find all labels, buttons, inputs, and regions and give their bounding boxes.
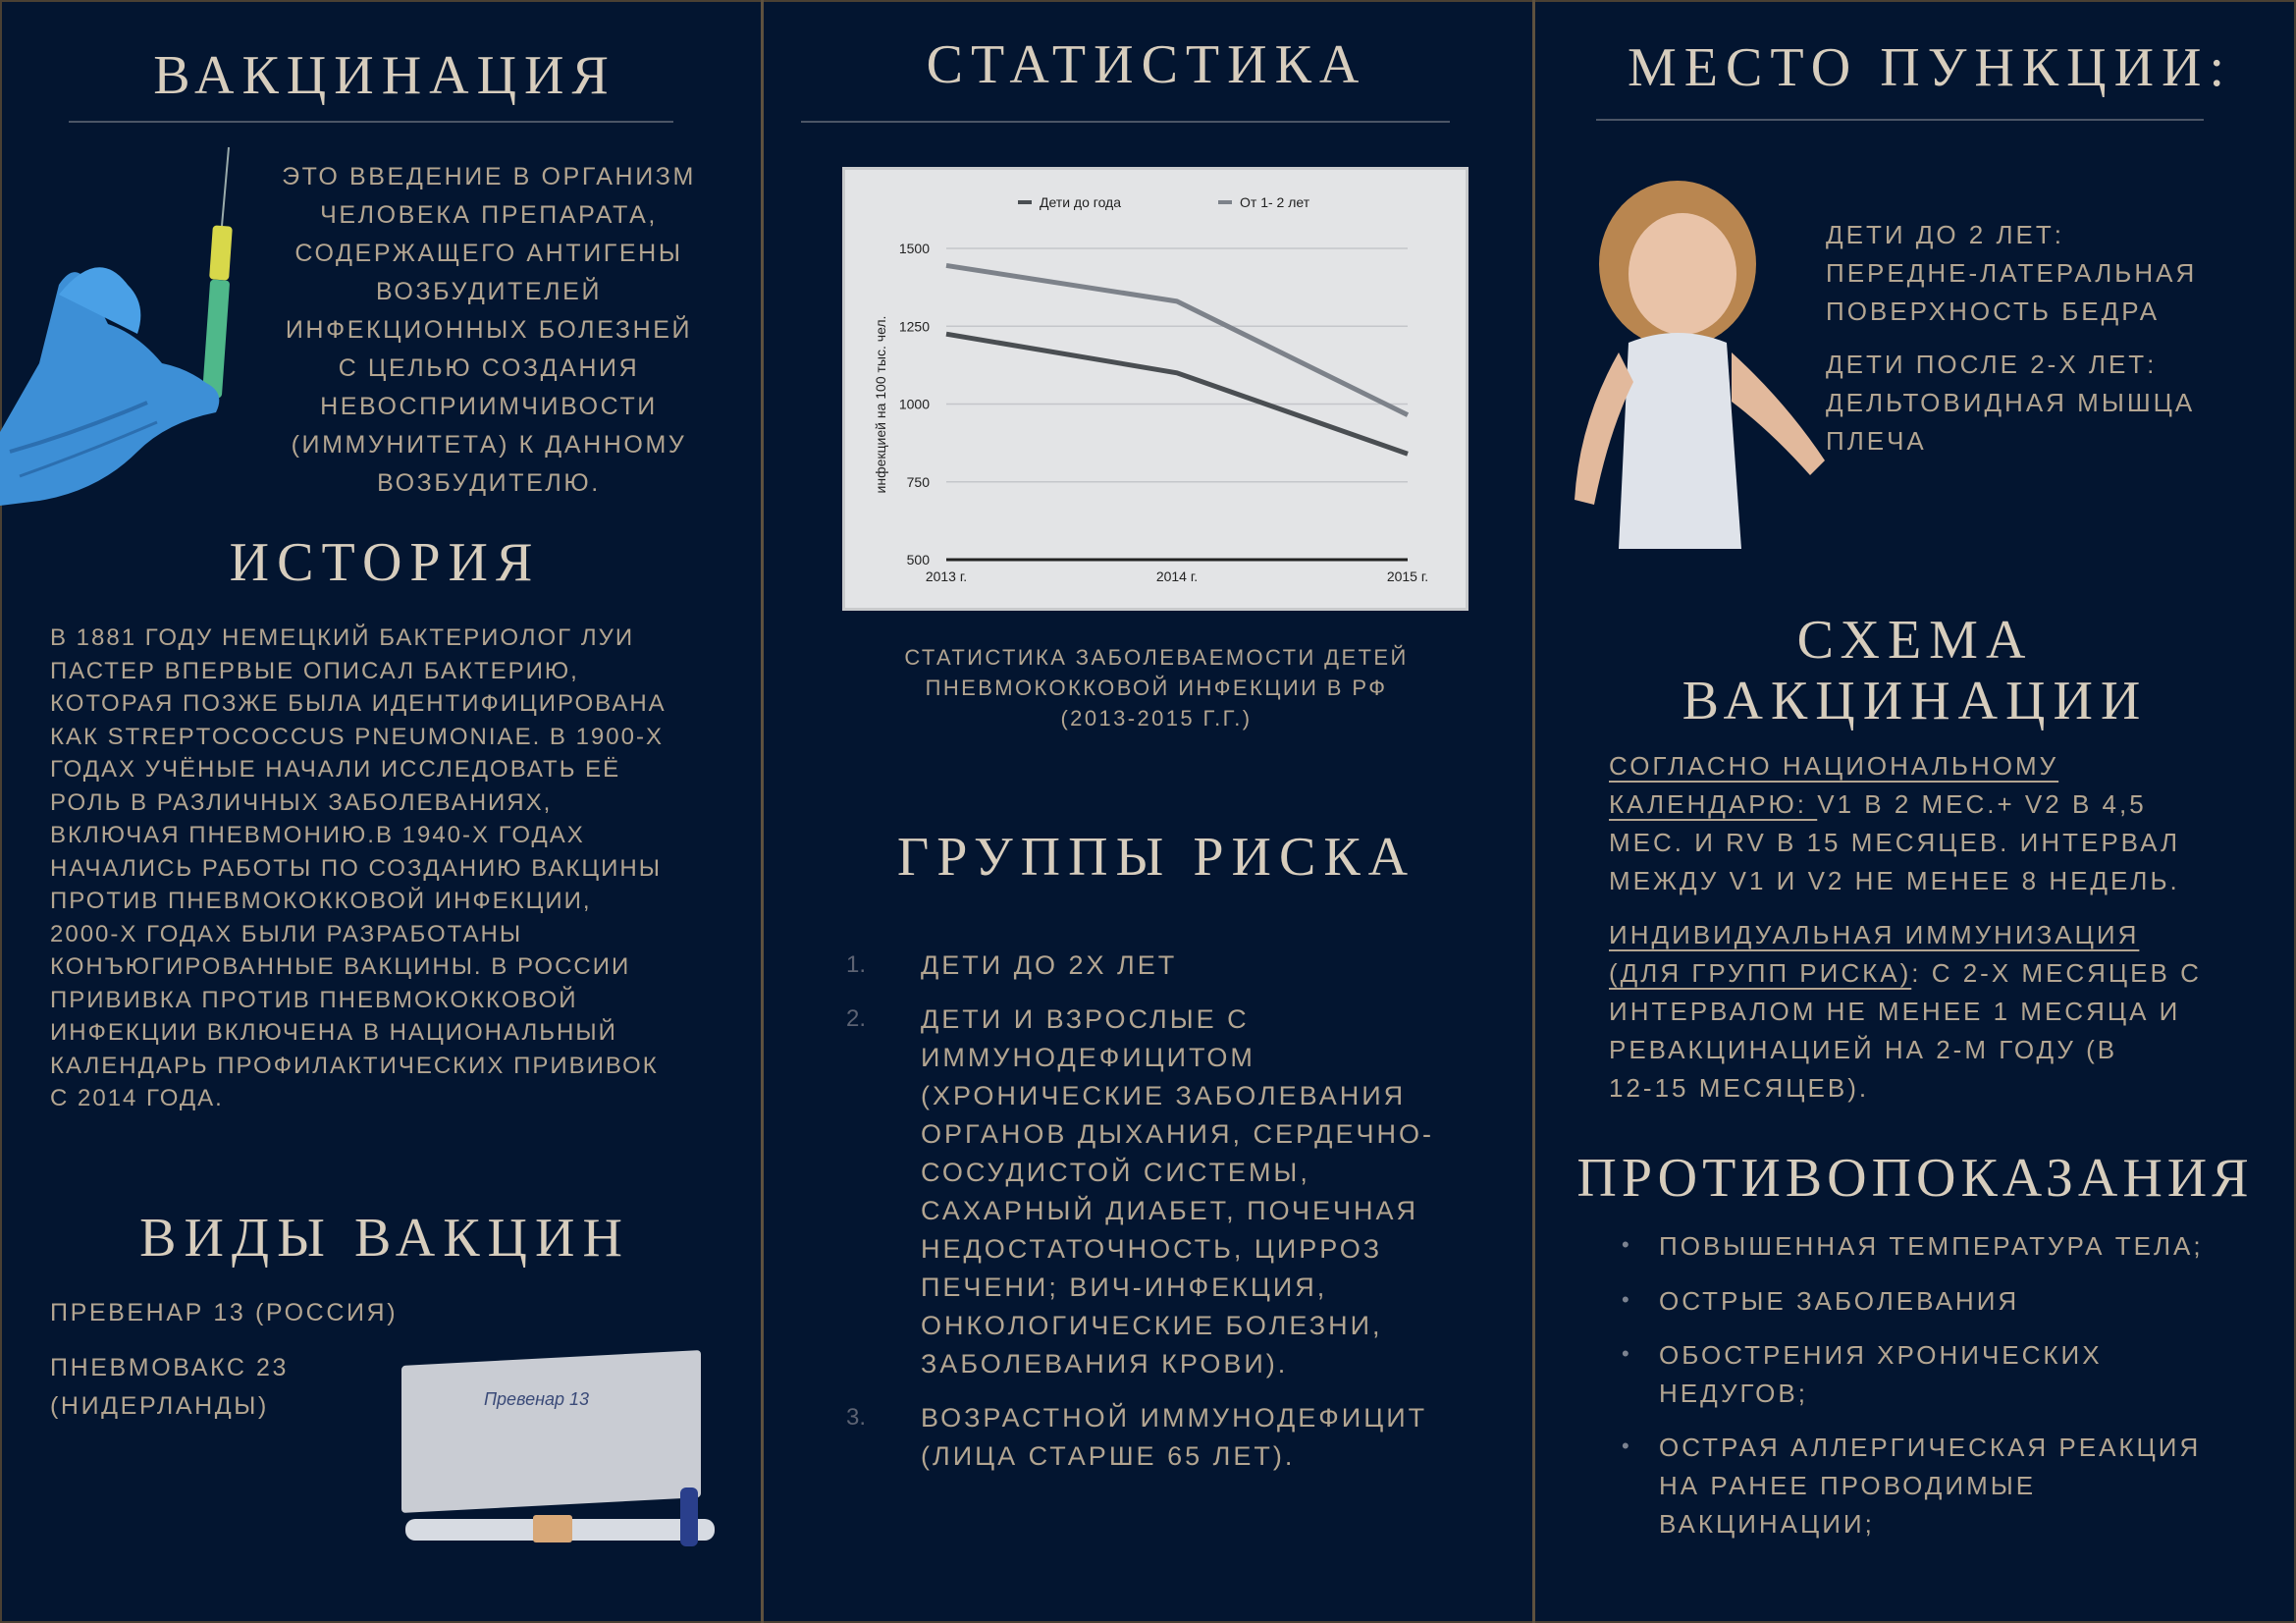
x-tick-label: 2015 г. (1386, 568, 1429, 584)
y-tick-label: 1250 (898, 318, 930, 335)
list-number: 1. (846, 951, 867, 978)
risk-group-text: ДЕТИ И ВЗРОСЛЫЕ С ИММУНОДЕФИЦИТОМ (ХРОНИЧЕСКИЕ ЗАБОЛЕВАНИЯ ОРГАНОВ ДЫХАНИЯ, СЕРДЕЧНО- СОСУДИСТОЙ СИСТЕМЫ, САХАРНЫЙ ДИАБЕТ, ПОЧЕЧНАЯ НЕДОСТАТОЧНОСТЬ, ЦИРРОЗ ПЕЧЕНИ; ВИЧ-ИНФЕКЦИЯ, ОНКОЛОГИЧЕСКИЕ БОЛЕЗНИ, ЗАБОЛЕВАНИЯ КРОВИ). (921, 1004, 1434, 1379)
title-rule (1596, 119, 2204, 121)
y-axis-label: инфекцией на 100 тыс. чел. (873, 315, 888, 494)
bullet-icon: • (1622, 1434, 1629, 1458)
injection-site-title: МЕСТО ПУНКЦИИ: (1627, 37, 2233, 99)
bullet-icon: • (1622, 1232, 1629, 1257)
individual-immunization-text: ИНТЕРВАЛОМ НЕ МЕНЕЕ 1 МЕСЯЦА И РЕВАКЦИНАЦИЕЙ НА 2-М ГОДУ (В 12-15 МЕСЯЦЕВ). (1609, 997, 2181, 1103)
child-image (1560, 176, 1840, 554)
y-tick-label: 500 (906, 552, 930, 568)
scheme-national (1609, 747, 2180, 900)
legend-label: От 1- 2 лет (1240, 194, 1310, 210)
bullet-icon: • (1622, 1287, 1629, 1312)
x-tick-label: 2014 г. (1155, 568, 1199, 584)
y-tick-label: 750 (906, 473, 930, 490)
history-text: В 1881 ГОДУ НЕМЕЦКИЙ БАКТЕРИОЛОГ ЛУИ ПАСТЕР ВПЕРВЫЕ ОПИСАЛ БАКТЕРИЮ, КОТОРАЯ ПОЗЖЕ БЫЛА ИДЕНТИФИЦИРОВАНА КАК STREPTOCOCCUS PNEUMONIAE. В 1900-Х ГОДАХ УЧЁНЫЕ НАЧАЛИ ИССЛЕДОВАТЬ ЕЁ РОЛЬ В РАЗЛИЧНЫХ ЗАБОЛЕВАНИЯХ, ВКЛЮЧАЯ ПНЕВМОНИЮ.В 1940-Х ГОДАХ НАЧАЛИСЬ РАБОТЫ ПО СОЗДАНИЮ ВАКЦИНЫ ПРОТИВ ПНЕВМОКОККОВОЙ ИНФЕКЦИИ, 2000-Х ГОДАХ БЫЛИ РАЗРАБОТАНЫ КОНЪЮГИРОВАННЫЕ ВАКЦИНЫ. В РОССИИ ПРИВИВКА ПРОТИВ ПНЕВМОКОККОВОЙ ИНФЕКЦИИ ВКЛЮЧЕНА В НАЦИОНАЛЬНЫЙ КАЛЕНДАРЬ ПРОФИЛАКТИЧЕСКИХ ПРИВИВОК С 2014 ГОДА. (50, 624, 667, 1111)
contraindications-title: ПРОТИВОПОКАЗАНИЯ (1576, 1148, 2254, 1210)
legend-label: Дети до года (1040, 194, 1122, 210)
list-number: 3. (846, 1404, 867, 1431)
series-line-2 (946, 265, 1408, 414)
vaccination-title: ВАКЦИНАЦИЯ (153, 45, 616, 107)
scheme-title: СХЕМА ВАКЦИНАЦИИ (1682, 610, 2149, 731)
history-title: ИСТОРИЯ (229, 532, 541, 594)
vaccine-item: ПРЕВЕНАР 13 (РОССИЯ) (50, 1299, 399, 1326)
bullet-icon: • (1622, 1341, 1629, 1366)
scheme-individual (1609, 916, 2202, 1108)
x-tick-label: 2013 г. (925, 568, 968, 584)
contraindication-text: ОСТРАЯ АЛЛЕРГИЧЕСКАЯ РЕАКЦИЯ НА РАНЕЕ ПРОВОДИМЫЕ ВАКЦИНАЦИИ; (1659, 1433, 2202, 1539)
statistics-title: СТАТИСТИКА (926, 34, 1367, 96)
risk-groups-title: ГРУППЫ РИСКА (896, 827, 1416, 889)
vaccination-definition: ЭТО ВВЕДЕНИЕ В ОРГАНИЗМ ЧЕЛОВЕКА ПРЕПАРАТА, СОДЕРЖАЩЕГО АНТИГЕНЫ ВОЗБУДИТЕЛЕЙ ИНФЕКЦИОННЫХ БОЛЕЗНЕЙ С ЦЕЛЬЮ СОЗДАНИЯ НЕВОСПРИИМЧИВОСТИ (ИММУНИТЕТА) К ДАННОМУ ВОЗБУДИТЕЛЮ. (282, 163, 696, 497)
site-over-2: ДЕТИ ПОСЛЕ 2-Х ЛЕТ: ДЕЛЬТОВИДНАЯ МЫШЦА ПЛЕЧА (1826, 350, 2196, 456)
national-calendar-text: МЕС. И RV В 15 МЕСЯЦЕВ. ИНТЕРВАЛ МЕЖДУ V1 И V2 НЕ МЕНЕЕ 8 НЕДЕЛЬ. (1609, 828, 2181, 895)
vaccine-item: ПНЕВМОВАКС 23 (НИДЕРЛАНДЫ) (50, 1354, 290, 1420)
vaccine-types-title: ВИДЫ ВАКЦИН (139, 1208, 630, 1270)
risk-group-text: ВОЗРАСТНОЙ ИММУНОДЕФИЦИТ (ЛИЦА СТАРШЕ 65 ЛЕТ). (921, 1403, 1428, 1471)
series-line-1 (946, 334, 1408, 454)
contraindication-text: ОБОСТРЕНИЯ ХРОНИЧЕСКИХ НЕДУГОВ; (1659, 1340, 2103, 1408)
national-calendar-label: СОГЛАСНО НАЦИОНАЛЬНОМУ (1609, 751, 2059, 781)
chart-caption: СТАТИСТИКА ЗАБОЛЕВАЕМОСТИ ДЕТЕЙ ПНЕВМОКОККОВОЙ ИНФЕКЦИИ В РФ (2013-2015 Г.Г.) (904, 645, 1409, 730)
site-under-2: ДЕТИ ДО 2 ЛЕТ: ПЕРЕДНЕ-ЛАТЕРАЛЬНАЯ ПОВЕРХНОСТЬ БЕДРА (1826, 220, 2198, 326)
risk-group-text: ДЕТИ ДО 2Х ЛЕТ (921, 950, 1178, 980)
contraindication-text: ПОВЫШЕННАЯ ТЕМПЕРАТУРА ТЕЛА; (1659, 1231, 2204, 1261)
individual-immunization-label: ИНДИВИДУАЛЬНАЯ ИММУНИЗАЦИЯ (1609, 920, 2140, 949)
y-tick-label: 1500 (898, 241, 930, 256)
national-calendar-text: V1 В 2 МЕС.+ V2 В 4,5 (1817, 789, 2147, 819)
list-number: 2. (846, 1005, 867, 1032)
package-brand: Превенар 13 (484, 1389, 590, 1409)
contraindication-text: ОСТРЫЕ ЗАБОЛЕВАНИЯ (1659, 1286, 2020, 1316)
individual-immunization-text: : С 2-Х МЕСЯЦЕВ С (1911, 958, 2202, 988)
y-tick-label: 1000 (898, 396, 930, 412)
individual-immunization-label: (ДЛЯ ГРУПП РИСКА) (1609, 958, 1912, 988)
national-calendar-label: КАЛЕНДАРЮ: (1609, 789, 1818, 819)
